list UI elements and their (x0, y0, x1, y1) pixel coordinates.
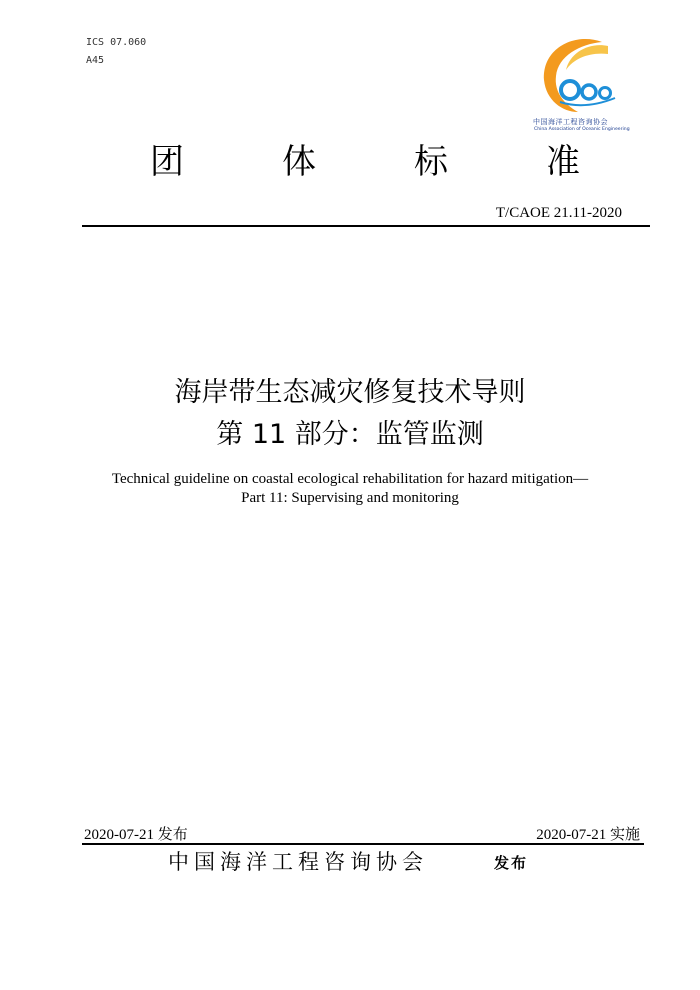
standard-type-char: 体 (282, 142, 316, 182)
bottom-rule (82, 843, 644, 845)
title-cn-line2: 第 11 部分：监管监测 (216, 419, 484, 450)
logo-blue-ring-2 (582, 85, 596, 99)
top-rule (82, 225, 650, 227)
title-en-line1: Technical guideline on coastal ecological rehabilitation for hazard mitigation— (111, 471, 589, 487)
title-cn-line1: 海岸带生态减灾修复技术导则 (174, 377, 526, 408)
logo-org-cn: 中国海洋工程咨询协会 (533, 118, 608, 126)
ics-code: ICS 07.060 (86, 37, 147, 48)
standard-type-heading (150, 134, 580, 183)
issue-date: 2020-07-21 发布 (84, 827, 188, 843)
standard-type-char: 准 (546, 142, 580, 182)
logo-blue-ring-1 (561, 81, 579, 99)
publish-label: 发布 (494, 854, 529, 872)
publisher-name: 中国海洋工程咨询协会 (168, 850, 428, 874)
title-en-line2: Part 11: Supervising and monitoring (241, 490, 459, 506)
standard-type-char: 标 (414, 142, 448, 182)
implementation-date: 2020-07-21 实施 (536, 827, 640, 843)
logo-org-en: China Association of Oceanic Engineering (534, 127, 630, 132)
standard-number: T/CAOE 21.11-2020 (495, 205, 622, 221)
logo-blue-ring-3 (600, 88, 611, 99)
ccs-code: A45 (86, 55, 105, 66)
standard-type-char: 团 (150, 142, 184, 182)
